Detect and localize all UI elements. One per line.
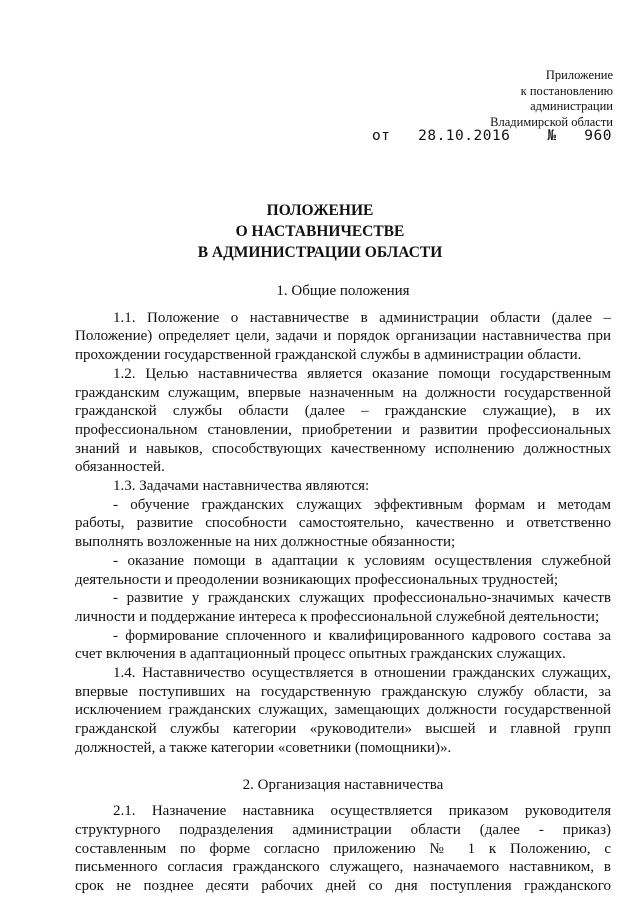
appendix-line: администрации: [530, 99, 613, 113]
section-heading: 2. Организация наставничества: [242, 776, 444, 793]
task-item: - обучение гражданских служащих эффективным формам и методам работы, развитие способности самостоятельно, качественно и ответственно выполнять возложенные на них должностные обязанности;: [75, 496, 611, 551]
paragraph-1-2: 1.2. Целью наставничества является оказание помощи государственным гражданским служащим, впервые назначенным на должности государственной гражданской службы области (далее – гражданские служащие), в их профессиональном становлении, приобретении и развитии профессиональных знаний и навыков, способствующих качественному исполнению должностных обязанностей.: [75, 365, 611, 476]
paragraph-1-1: 1.1. Положение о наставничестве в администрации области (далее – Положение) определяет цели, задачи и порядок организации наставничества при прохождении государственной гражданской службы в администрации области.: [75, 309, 611, 364]
resolution-date: 28.10.2016: [418, 128, 511, 144]
section-heading: 1. Общие положения: [276, 283, 410, 299]
task-item: - формирование сплоченного и квалифицированного кадрового состава за счет включения в адаптационный процесс опытных гражданских служащих.: [75, 627, 611, 663]
resolution-date-number: [372, 128, 612, 144]
appendix-line: к постановлению: [520, 83, 613, 98]
appendix-block: [490, 68, 613, 130]
task-item: - развитие у гражданских служащих профессионально-значимых качеств личности и поддержание интереса к профессиональной служебной деятельности;: [75, 590, 611, 625]
paragraph-1-3: 1.3. Задачами наставничества являются:: [113, 478, 370, 495]
title-line: В АДМИНИСТРАЦИИ ОБЛАСТИ: [197, 244, 443, 261]
title-line: О НАСТАВНИЧЕСТВЕ: [235, 223, 405, 240]
paragraph-1-4: 1.4. Наставничество осуществляется в отношении гражданских служащих, впервые поступивших на государственную гражданскую службу области, за исключением гражданских служащих, замещающих должности государственной гражданской службы категории «руководители» высшей и главной групп должностей, а также категории «советники (помощники)».: [75, 665, 611, 756]
task-item: - оказание помощи в адаптации к условиям осуществления служебной деятельности и преодолении возникающих профессиональных трудностей;: [75, 552, 611, 588]
appendix-line: Приложение: [545, 68, 613, 82]
document-title: [0, 200, 640, 263]
resolution-number: 960: [584, 128, 612, 144]
title-line: ПОЛОЖЕНИЕ: [266, 202, 374, 219]
paragraph-2-1: 2.1. Назначение наставника осуществляется приказом руководителя структурного подразделения администрации области (далее - приказ) составленным по форме согласно приложению № 1 к Положению, с письменного согласия гражданского служащего, назначаемого наставником, в срок не позднее десяти рабочих дней со дня поступления гражданского: [75, 803, 611, 895]
number-sign: №: [547, 128, 557, 144]
date-prefix: от: [371, 128, 391, 144]
appendix-line: Владимирской области: [490, 114, 613, 129]
document-body: [75, 282, 611, 896]
